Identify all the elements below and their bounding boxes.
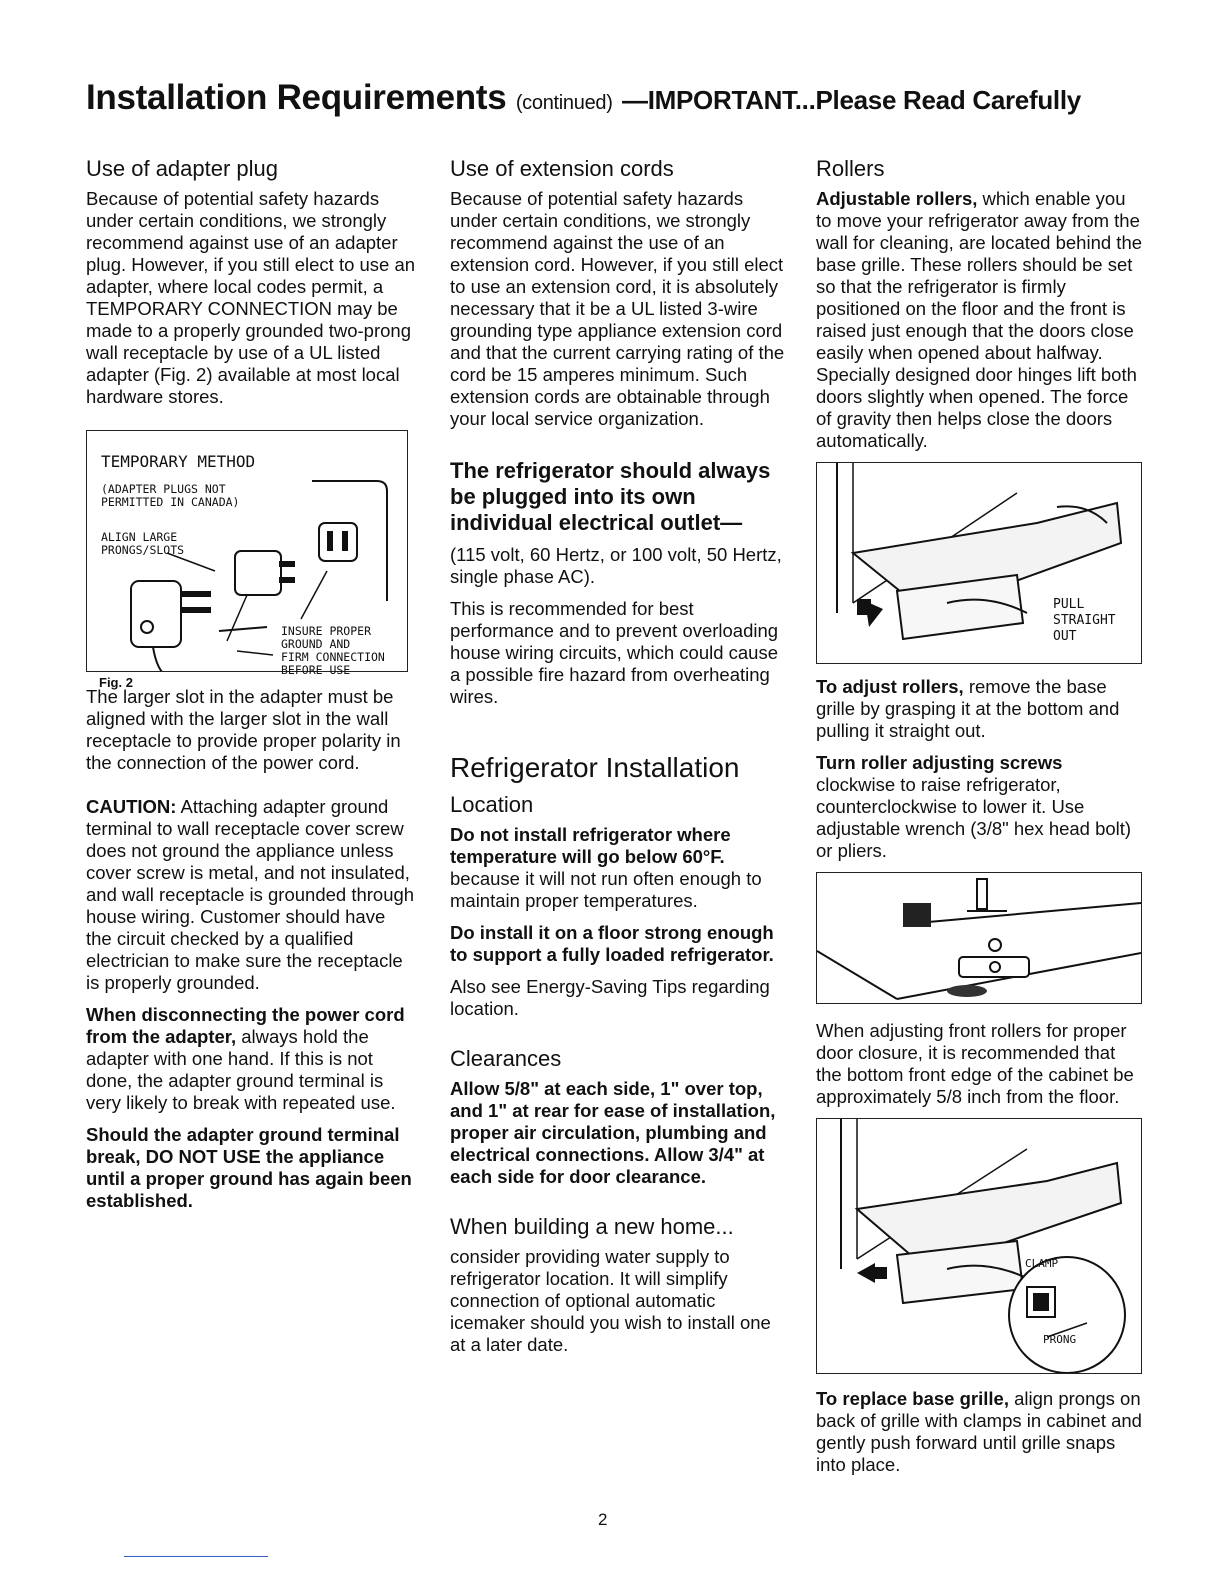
figure-prong-text: PRONG <box>1043 1333 1077 1346</box>
figure-2-adapter <box>86 430 408 690</box>
caution-text: Attaching adapter ground terminal to wall receptacle cover screw does not ground the appliance unless cover screw is metal, and not insulated, and wall receptacle is grounded through house wiring. Customer should have the circuit checked by a qualified electrician to make sure the receptacle is properly grounded. <box>86 796 415 993</box>
turn-bold: Turn roller adjusting screws <box>816 752 1063 773</box>
disconnect-bold: When disconnecting the power cord from the adapter, <box>86 1004 405 1047</box>
adapter-heading: Use of adapter plug <box>86 156 279 181</box>
figure-pull-grille <box>816 462 1142 664</box>
turn-paragraph <box>816 752 1144 862</box>
front-rollers-text: When adjusting front rollers for proper door closure, it is recommended that the bottom front edge of the cabinet be approximately 5/8 inch from the floor. <box>816 1020 1134 1107</box>
figure-clamp-text: CLAMP <box>1025 1257 1059 1270</box>
disconnect-paragraph <box>86 1004 416 1114</box>
column-extension-cords <box>450 156 785 1366</box>
location-heading: Location <box>450 792 534 817</box>
figure-title: TEMPORARY METHOD <box>101 452 256 471</box>
extension-heading: Use of extension cords <box>450 156 674 181</box>
disconnect-text: always hold the adapter with one hand. If this is not done, the adapter ground terminal is very likely to break with repeated use. <box>86 1026 396 1113</box>
figure-label: Fig. 2 <box>99 675 133 690</box>
newhome-text: consider providing water supply to refrigerator location. It will simplify connection of optional automatic icemaker should you wish to install one at a later date. <box>450 1246 771 1355</box>
newhome-heading: When building a new home... <box>450 1214 734 1239</box>
adjust-text: remove the base grille by grasping it at the bottom and pulling it straight out. <box>816 676 1120 741</box>
title-important: —IMPORTANT...Please Read Carefully <box>622 85 1081 115</box>
adjust-paragraph <box>816 676 1144 742</box>
turn-text: clockwise to raise refrigerator, counterclockwise to lower it. Use adjustable wrench (3/8" hex head bolt) or pliers. <box>816 774 1132 861</box>
figure-insure: INSURE PROPER GROUND AND FIRM CONNECTION BEFORE USE <box>281 624 385 677</box>
figure-replace-grille <box>816 1118 1142 1374</box>
extension-paragraph: Because of potential safety hazards under certain conditions, we strongly recommend against the use of an extension cord. However, if you still elect to use an extension cord, it is absolutely necessary that it be a UL listed 3-wire grounding type appliance extension cord and that the current carrying rating of the cord be 15 amperes minimum. Such extension cords are obtainable through your local service organization. <box>450 188 785 429</box>
rollers-text: which enable you to move your refrigerator away from the wall for cleaning, are located behind the base grille. These rollers should be set so that the refrigerator is firmly positioned on the floor and the front is raised just enough that the doors close easily when opened about halfway. Specially designed door hinges lift both doors slightly when opened. The force of gravity then helps close the doors automatically. <box>816 188 1143 451</box>
location-text: because it will not run often enough to maintain proper temperatures. <box>450 868 762 911</box>
floor-text: Do install it on a floor strong enough to support a fully loaded refrigerator. <box>450 922 774 965</box>
replace-text: align prongs on back of grille with clamps in cabinet and gently push forward until grille snaps into place. <box>816 1388 1142 1475</box>
rollers-bold: Adjustable rollers, <box>816 188 978 209</box>
clearances-heading: Clearances <box>450 1046 562 1071</box>
footer-rule <box>124 1556 268 1557</box>
title-main: Installation Requirements <box>86 78 507 117</box>
figure-roller-screw <box>816 872 1142 1004</box>
location-bold: Do not install refrigerator where temperature will go below 60°F. <box>450 824 731 867</box>
energy-text: Also see Energy-Saving Tips regarding location. <box>450 976 770 1019</box>
polarity-paragraph: The larger slot in the adapter must be aligned with the larger slot in the wall receptacle to provide proper polarity in the connection of the power cord. <box>86 686 401 773</box>
roller-screw-illustration <box>817 873 1141 1003</box>
adjust-bold: To adjust rollers, <box>816 676 964 697</box>
grille-replace-illustration <box>817 1119 1141 1373</box>
outlet-heading: The refrigerator should always be plugged into its own individual electrical outlet— <box>450 458 771 535</box>
adapter-paragraph: Because of potential safety hazards under certain conditions, we strongly recommend against use of an adapter plug. However, if you still elect to use an adapter, where local codes permit, a TEMPORARY CONNECTION may be made to a properly grounded two-prong wall receptacle by use of a UL listed adapter (Fig. 2) available at most local hardware stores. <box>86 188 416 407</box>
clearances-text: Allow 5/8" at each side, 1" over top, and 1" at rear for ease of installation, proper air circulation, plumbing and electrical connections. Allow 3/4" at each side for door clearance. <box>450 1078 776 1187</box>
figure-align: ALIGN LARGE PRONGS/SLOTS <box>101 530 185 557</box>
page-title <box>86 78 1081 118</box>
install-heading: Refrigerator Installation <box>450 752 740 783</box>
figure-note: (ADAPTER PLUGS NOT PERMITTED IN CANADA) <box>101 482 240 509</box>
column-adapter-plug <box>86 156 416 1222</box>
location-paragraph <box>450 824 785 912</box>
column-rollers <box>816 156 1144 1486</box>
replace-paragraph <box>816 1388 1144 1476</box>
recommend-text: This is recommended for best performance and to prevent overloading house wiring circuits, which could cause a possible fire hazard from overheating wires. <box>450 598 779 707</box>
rollers-heading: Rollers <box>816 156 885 181</box>
rollers-paragraph <box>816 188 1144 452</box>
title-sub: (continued) <box>515 92 613 114</box>
figure-pull-text: PULL STRAIGHT OUT <box>1053 597 1116 644</box>
voltage-text: (115 volt, 60 Hertz, or 100 volt, 50 Hertz, single phase AC). <box>450 544 782 587</box>
replace-bold: To replace base grille, <box>816 1388 1009 1409</box>
caution-paragraph <box>86 796 416 994</box>
break-warning: Should the adapter ground terminal break, DO NOT USE the appliance until a proper ground has again been established. <box>86 1124 412 1211</box>
page-number: 2 <box>598 1510 608 1529</box>
caution-label: CAUTION: <box>86 796 177 817</box>
